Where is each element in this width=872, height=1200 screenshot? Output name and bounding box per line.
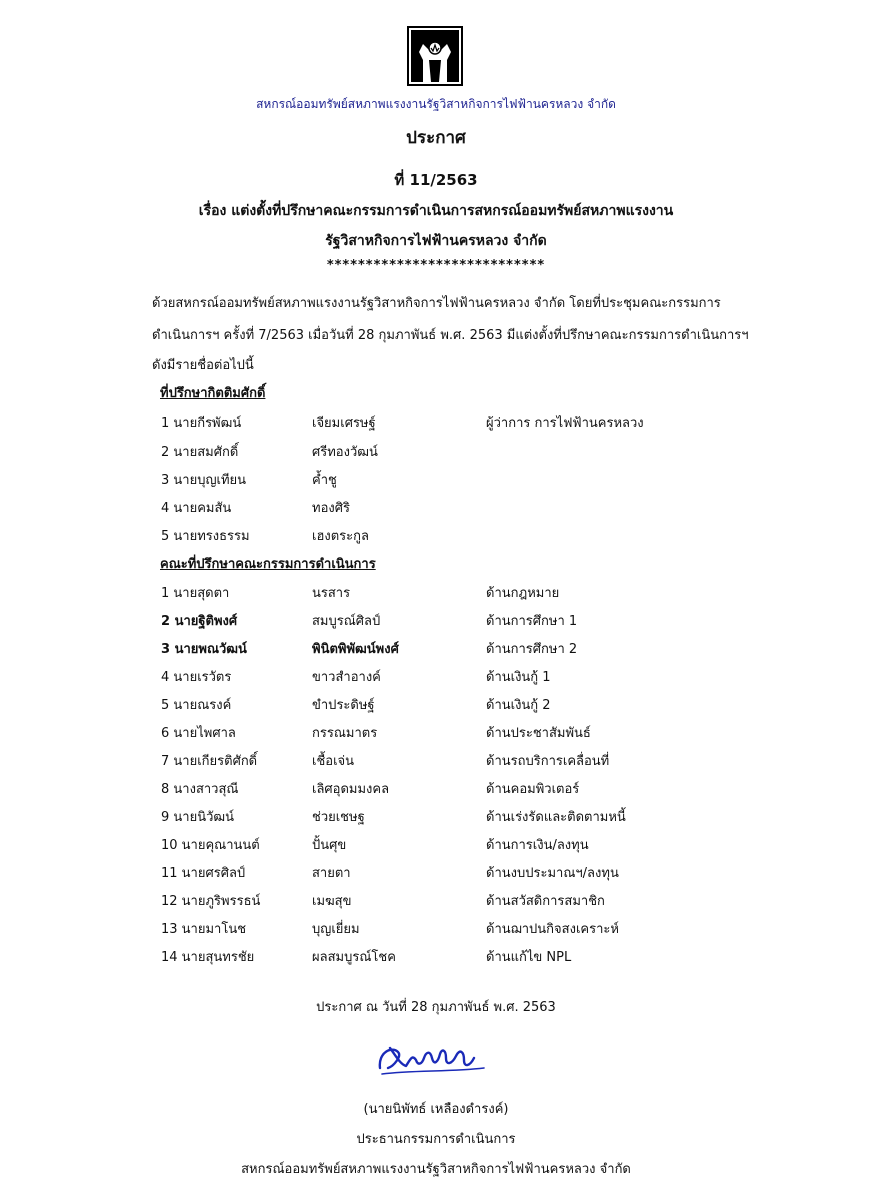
list-item <box>0 918 872 944</box>
announcement-number: ที่ 11/2563 <box>394 171 478 189</box>
advisor-first: 1 นายสุดตา <box>161 586 230 601</box>
advisor-last: ปั้นศุข <box>312 838 347 853</box>
advisor-last: นรสาร <box>312 586 351 601</box>
advisor-last: พินิตพิพัฒน์พงศ์ <box>312 642 399 657</box>
advisor-role: ด้านคอมพิวเตอร์ <box>486 782 580 797</box>
advisor-last: สายตา <box>312 866 351 881</box>
advisor-role: ด้านการศึกษา 1 <box>486 614 578 629</box>
advisor-role: ด้านรถบริการเคลื่อนที่ <box>486 754 610 769</box>
advisor-role: ด้านสวัสดิการสมาชิก <box>486 894 605 909</box>
advisor-last: ทองศิริ <box>312 501 350 516</box>
subject-line-1: เรื่อง แต่งตั้งที่ปรึกษาคณะกรรมการดำเนินการสหกรณ์ออมทรัพย์สหภาพแรงงาน <box>198 203 674 219</box>
advisor-last: เลิศอุดมมงคล <box>312 782 390 797</box>
advisor-first: 3 นายพณวัฒน์ <box>161 642 247 657</box>
announcement-date: ประกาศ ณ วันที่ 28 กุมภาพันธ์ พ.ศ. 2563 <box>316 1000 556 1015</box>
advisor-role: ด้านประชาสัมพันธ์ <box>486 726 591 741</box>
body-line-1: ด้วยสหกรณ์ออมทรัพย์สหภาพแรงงานรัฐวิสาหกิจการไฟฟ้านครหลวง จำกัด โดยที่ประชุมคณะกรรมการ <box>152 296 721 311</box>
page-title: ประกาศ <box>406 128 466 148</box>
body-line-3: ดังมีรายชื่อต่อไปนี้ <box>152 358 254 373</box>
list-item <box>0 694 872 720</box>
advisor-last: สมบูรณ์ศิลป์ <box>312 614 381 629</box>
advisor-first: 2 นายฐิติพงศ์ <box>161 614 238 629</box>
advisor-last: เฮงตระกูล <box>312 529 369 544</box>
advisor-first: 6 นายไพศาล <box>161 726 236 741</box>
advisor-last: กรรณมาตร <box>312 726 378 741</box>
list-item <box>0 582 872 608</box>
signer-organization: สหกรณ์ออมทรัพย์สหภาพแรงงานรัฐวิสาหกิจการไฟฟ้านครหลวง จำกัด <box>241 1162 631 1177</box>
advisor-last: ศรีทองวัฒน์ <box>312 445 378 460</box>
advisor-last: ช่วยเชษฐ <box>312 810 365 825</box>
advisor-role: ด้านฌาปนกิจสงเคราะห์ <box>486 922 619 937</box>
advisor-first: 7 นายเกียรติศักดิ์ <box>161 754 258 769</box>
advisor-first: 13 นายมาโนช <box>161 922 247 937</box>
advisor-first: 3 นายบุญเทียน <box>161 473 247 488</box>
advisor-role: ด้านเงินกู้ 1 <box>486 670 551 685</box>
list-item <box>0 638 872 664</box>
advisor-role: ด้านเงินกู้ 2 <box>486 698 551 713</box>
advisor-last: เมฆสุข <box>312 894 352 909</box>
advisor-role: ด้านการศึกษา 2 <box>486 642 578 657</box>
list-item <box>0 750 872 776</box>
committee-heading: คณะที่ปรึกษาคณะกรรมการดำเนินการ <box>160 557 376 572</box>
list-item <box>0 469 872 495</box>
advisor-last: เชื้อเจ่น <box>312 754 355 769</box>
advisor-first: 4 นายเรวัตร <box>161 670 232 685</box>
signer-position: ประธานกรรมการดำเนินการ <box>356 1132 516 1147</box>
list-item <box>0 441 872 467</box>
advisor-role: ด้านงบประมาณฯ/ลงทุน <box>486 866 619 881</box>
advisor-last: ค้ำชู <box>312 473 337 488</box>
separator: **************************** <box>326 258 546 273</box>
advisor-first: 14 นายสุนทรชัย <box>161 950 255 965</box>
advisor-first: 5 นายณรงค์ <box>161 698 232 713</box>
subject-line-2: รัฐวิสาหกิจการไฟฟ้านครหลวง จำกัด <box>325 233 547 249</box>
cooperative-logo <box>407 26 463 86</box>
advisor-role: ด้านกฎหมาย <box>486 586 560 601</box>
list-item <box>0 946 872 972</box>
list-item <box>0 890 872 916</box>
list-item <box>0 610 872 636</box>
advisor-first: 11 นายศรศิลป์ <box>161 866 246 881</box>
body-line-2: ดำเนินการฯ ครั้งที่ 7/2563 เมื่อวันที่ 28 กุมภาพันธ์ พ.ศ. 2563 มีแต่งตั้งที่ปรึกษาคณะกรรมการดำเนินการฯ <box>152 328 749 343</box>
advisor-role: ด้านแก้ไข NPL <box>486 950 572 965</box>
list-item <box>0 666 872 692</box>
list-item <box>0 412 872 438</box>
advisor-first: 9 นายนิวัฒน์ <box>161 810 235 825</box>
list-item <box>0 722 872 748</box>
advisor-first: 12 นายภูริพรรธน์ <box>161 894 261 909</box>
advisor-first: 4 นายคมสัน <box>161 501 232 516</box>
list-item <box>0 806 872 832</box>
advisor-role: ผู้ว่าการ การไฟฟ้านครหลวง <box>486 416 644 431</box>
advisor-last: บุญเยี่ยม <box>312 922 360 937</box>
advisor-last: ผลสมบูรณ์โชค <box>312 950 396 965</box>
advisor-first: 5 นายทรงธรรม <box>161 529 250 544</box>
signer-name: (นายนิพัทธ์ เหลืองดำรงค์) <box>363 1102 509 1117</box>
advisor-first: 10 นายคุณานนต์ <box>161 838 260 853</box>
honorary-heading: ที่ปรึกษากิตติมศักดิ์ <box>160 386 266 401</box>
header-org-name: สหกรณ์ออมทรัพย์สหภาพแรงงานรัฐวิสาหกิจการไฟฟ้านครหลวง จำกัด <box>256 97 616 111</box>
advisor-role: ด้านการเงิน/ลงทุน <box>486 838 589 853</box>
advisor-first: 1 นายกีรพัฒน์ <box>161 416 242 431</box>
list-item <box>0 497 872 523</box>
list-item <box>0 834 872 860</box>
signature-image <box>372 1038 492 1080</box>
advisor-last: ขำประดิษฐ์ <box>312 698 375 713</box>
advisor-first: 8 นางสาวสุณี <box>161 782 239 797</box>
advisor-last: ขาวสำอางค์ <box>312 670 381 685</box>
list-item <box>0 778 872 804</box>
list-item <box>0 525 872 551</box>
advisor-last: เจียมเศรษฐ์ <box>312 416 376 431</box>
advisor-role: ด้านเร่งรัดและติดตามหนี้ <box>486 810 626 825</box>
advisor-first: 2 นายสมศักดิ์ <box>161 445 239 460</box>
list-item <box>0 862 872 888</box>
